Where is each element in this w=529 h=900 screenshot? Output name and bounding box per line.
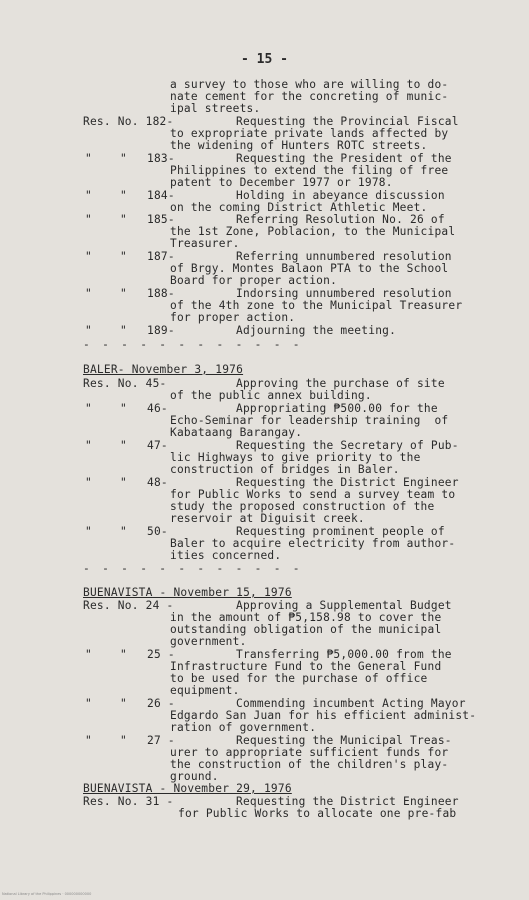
ditto-mark: "	[85, 439, 92, 452]
resolution-number: 25 -	[147, 648, 175, 661]
text-line: Treasurer.	[170, 237, 240, 250]
resolution-number: 188-	[147, 287, 175, 300]
text-line: Infrastructure Fund to the General Fund	[170, 660, 442, 673]
ditto-mark: "	[85, 287, 92, 300]
text-line: outstanding obligation of the municipal	[170, 623, 442, 636]
text-line: Requesting the Secretary of Pub-	[236, 439, 459, 452]
ditto-mark: "	[85, 152, 92, 165]
text-line: nate cement for the concreting of munic-	[170, 90, 449, 103]
text-line: the widening of Hunters ROTC streets.	[170, 139, 428, 152]
text-line: Requesting the District Engineer	[236, 795, 459, 808]
text-line: equipment.	[170, 684, 240, 697]
text-line: in the amount of ₱5,158.98 to cover the	[170, 611, 442, 624]
text-line: Requesting the Provincial Fiscal	[236, 115, 459, 128]
ditto-mark: "	[85, 525, 92, 538]
ditto-mark: "	[120, 250, 127, 263]
ditto-mark: "	[120, 648, 127, 661]
resolution-number: 50-	[147, 525, 168, 538]
text-line: government.	[170, 635, 247, 648]
text-line: the construction of the children's play-	[170, 758, 449, 771]
scan-footer: National Library of the Philippines · 000000000000	[2, 892, 92, 896]
text-line: construction of bridges in Baler.	[170, 463, 400, 476]
ditto-mark: "	[120, 734, 127, 747]
ditto-mark: "	[85, 324, 92, 337]
ditto-mark: "	[85, 402, 92, 415]
text-line: Board for proper action.	[170, 274, 338, 287]
text-line: Holding in abeyance discussion	[236, 189, 445, 202]
section-heading: BUENAVISTA - November 15, 1976	[83, 586, 292, 599]
text-line: to expropriate private lands affected by	[170, 127, 449, 140]
text-line: the 1st Zone, Poblacion, to the Municipal	[170, 225, 456, 238]
section-heading: BUENAVISTA - November 29, 1976	[83, 782, 292, 795]
ditto-mark: "	[120, 189, 127, 202]
resolution-number: Res. No. 45-	[83, 377, 167, 390]
resolution-number: 183-	[147, 152, 175, 165]
text-line: ities concerned.	[170, 549, 282, 562]
resolution-number: Res. No. 182-	[83, 115, 174, 128]
page-number: - 15 -	[241, 52, 288, 67]
ditto-mark: "	[85, 476, 92, 489]
text-line: Edgardo San Juan for his efficient administ-	[170, 709, 477, 722]
text-line: for proper action.	[170, 311, 296, 324]
resolution-number: Res. No. 31 -	[83, 795, 174, 808]
text-line: Baler to acquire electricity from author-	[170, 537, 456, 550]
section-heading: BALER- November 3, 1976	[83, 363, 244, 376]
ditto-mark: "	[120, 324, 127, 337]
text-line: ration of government.	[170, 721, 317, 734]
text-line: Echo-Seminar for leadership training of	[170, 414, 449, 427]
text-line: Requesting the President of the	[236, 152, 452, 165]
section-divider: - - - - - - - - - - - -	[83, 338, 303, 351]
ditto-mark: "	[120, 213, 127, 226]
resolution-number: 187-	[147, 250, 175, 263]
text-line: ipal streets.	[170, 102, 261, 115]
resolution-number: 185-	[147, 213, 175, 226]
resolution-number: 27 -	[147, 734, 175, 747]
text-line: a survey to those who are willing to do-	[170, 78, 449, 91]
ditto-mark: "	[85, 734, 92, 747]
ditto-mark: "	[120, 476, 127, 489]
ditto-mark: "	[120, 697, 127, 710]
resolution-number: 48-	[147, 476, 168, 489]
text-line: urer to appropriate sufficient funds for	[170, 746, 449, 759]
text-line: for Public Works to send a survey team to	[170, 488, 456, 501]
text-line: Adjourning the meeting.	[236, 324, 397, 337]
ditto-mark: "	[85, 189, 92, 202]
text-line: lic Highways to give priority to the	[170, 451, 421, 464]
ditto-mark: "	[120, 525, 127, 538]
text-line: of the public annex building.	[170, 389, 372, 402]
text-line: Appropriating ₱500.00 for the	[236, 402, 438, 415]
text-line: Approving a Supplemental Budget	[236, 599, 452, 612]
text-line: study the proposed construction of the	[170, 500, 435, 513]
text-line: Requesting the District Engineer	[236, 476, 459, 489]
text-line: ground.	[170, 770, 219, 783]
ditto-mark: "	[85, 250, 92, 263]
text-line: reservoir at Diguisit creek.	[170, 512, 365, 525]
text-line: Indorsing unnumbered resolution	[236, 287, 452, 300]
ditto-mark: "	[85, 648, 92, 661]
text-line: Transferring ₱5,000.00 from the	[236, 648, 452, 661]
text-line: to be used for the purchase of office	[170, 672, 428, 685]
text-line: Approving the purchase of site	[236, 377, 445, 390]
resolution-number: 189-	[147, 324, 175, 337]
text-line: Commending incumbent Acting Mayor	[236, 697, 466, 710]
text-line: of the 4th zone to the Municipal Treasurer	[170, 299, 463, 312]
text-line: Referring Resolution No. 26 of	[236, 213, 445, 226]
resolution-number: 46-	[147, 402, 168, 415]
text-line: for Public Works to allocate one pre-fab	[178, 807, 457, 820]
text-line: on the coming District Athletic Meet.	[170, 201, 428, 214]
ditto-mark: "	[120, 287, 127, 300]
ditto-mark: "	[120, 439, 127, 452]
text-line: Philippines to extend the filing of free	[170, 164, 449, 177]
resolution-number: 47-	[147, 439, 168, 452]
resolution-number: Res. No. 24 -	[83, 599, 174, 612]
ditto-mark: "	[85, 697, 92, 710]
text-line: patent to December 1977 or 1978.	[170, 176, 393, 189]
resolution-number: 184-	[147, 189, 175, 202]
text-line: Kabataang Barangay.	[170, 426, 303, 439]
resolution-number: 26 -	[147, 697, 175, 710]
ditto-mark: "	[85, 213, 92, 226]
text-line: Requesting prominent people of	[236, 525, 445, 538]
text-line: Requesting the Municipal Treas-	[236, 734, 452, 747]
section-divider: - - - - - - - - - - - -	[83, 562, 303, 575]
text-line: Referring unnumbered resolution	[236, 250, 452, 263]
ditto-mark: "	[120, 152, 127, 165]
text-line: of Brgy. Montes Balaon PTA to the School	[170, 262, 449, 275]
ditto-mark: "	[120, 402, 127, 415]
